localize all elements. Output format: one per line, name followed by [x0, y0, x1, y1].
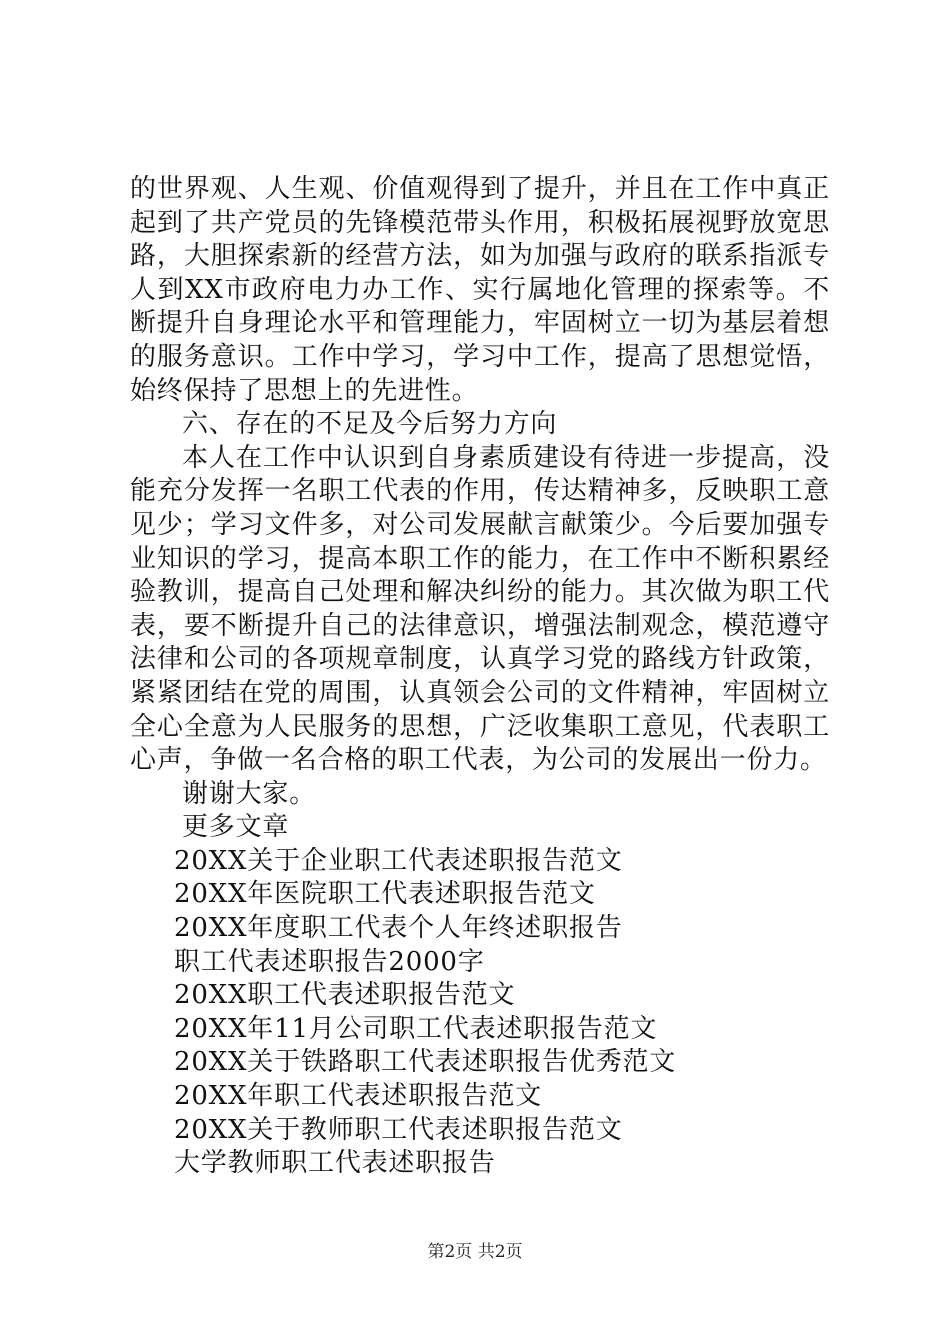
- more-article-link[interactable]: 大学教师职工代表述职报告: [174, 1148, 496, 1179]
- more-article-link[interactable]: 20XX年11月公司职工代表述职报告范文: [174, 1013, 658, 1044]
- more-article-link[interactable]: 20XX职工代表述职报告范文: [174, 980, 516, 1011]
- paragraph-continuation: 的世界观、人生观、价值观得到了提升，并且在工作中真正起到了共产党员的先锋模范带头作用，积极拓展视野放宽思路，大胆探索新的经营方法，如为加强与政府的联系指派专人到XX市政府电力办工作、实行属地化管理的探索等。不断提升自身理论水平和管理能力，牢固树立一切为基层着想的服务意识。工作中学习，学习中工作，提高了思想觉悟，始终保持了思想上的先进性。: [130, 174, 830, 406]
- section-heading: 六、存在的不足及今后努力方向: [182, 409, 558, 440]
- more-article-link[interactable]: 20XX年职工代表述职报告范文: [174, 1081, 543, 1112]
- more-article-link[interactable]: 20XX关于企业职工代表述职报告范文: [174, 845, 623, 876]
- document-body: [130, 173, 830, 1181]
- closing-thanks: 谢谢大家。: [182, 778, 317, 809]
- page-number: 第2页 共2页: [427, 1242, 523, 1262]
- more-articles-list: [130, 845, 830, 1181]
- paragraph-shortcomings: 本人在工作中认识到自身素质建设有待进一步提高，没能充分发挥一名职工代表的作用，传达精神多，反映职工意见少；学习文件多，对公司发展献言献策少。今后要加强专业知识的学习，提高本职工作的能力，在工作中不断积累经验教训，提高自己处理和解决纠纷的能力。其次做为职工代表，要不断提升自己的法律意识，增强法制观念，模范遵守法律和公司的各项规章制度，认真学习党的路线方针政策，紧紧团结在党的周围，认真领会公司的文件精神，牢固树立全心全意为人民服务的思想，广泛收集职工意见，代表职工心声，争做一名合格的职工代表，为公司的发展出一份力。: [130, 442, 830, 776]
- more-article-link[interactable]: 20XX关于教师职工代表述职报告范文: [174, 1114, 623, 1145]
- more-article-link[interactable]: 20XX年医院职工代表述职报告范文: [174, 879, 596, 910]
- more-article-link[interactable]: 20XX关于铁路职工代表述职报告优秀范文: [174, 1047, 677, 1078]
- more-article-link[interactable]: 20XX年度职工代表个人年终述职报告: [174, 913, 623, 944]
- more-article-link[interactable]: 职工代表述职报告2000字: [174, 946, 485, 977]
- page-footer: [0, 1240, 950, 1264]
- more-articles-heading: 更多文章: [182, 812, 290, 843]
